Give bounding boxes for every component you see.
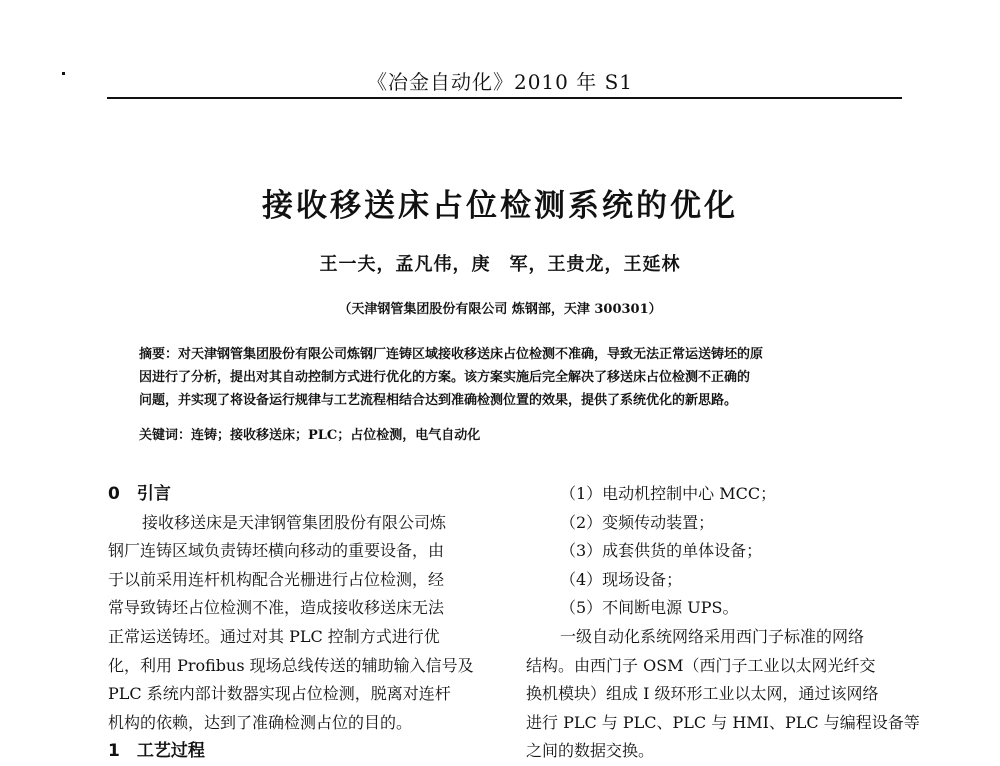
body-line: 接收移送床是天津钢管集团股份有限公司炼 bbox=[142, 512, 447, 532]
abstract-line: 摘要：对天津钢管集团股份有限公司炼钢厂连铸区域接收移送床占位检测不准确，导致无法正常运送铸坯的原 bbox=[139, 347, 764, 362]
journal-header: 《冶金自动化》2010 年 S1 bbox=[366, 70, 634, 94]
article-title: 接收移送床占位检测系统的优化 bbox=[262, 188, 738, 224]
list-item: （4）现场设备； bbox=[560, 569, 683, 589]
abstract bbox=[139, 343, 869, 412]
author-list: 王一夫，孟凡伟，庚 军，王贵龙，王延林 bbox=[319, 254, 681, 275]
body-line: 钢厂连铸区域负责铸坯横向移动的重要设备，由 bbox=[108, 541, 445, 561]
list-item: （2）变频传动装置； bbox=[560, 512, 715, 532]
body-line: PLC 系统内部计数器实现占位检测，脱离对连杆 bbox=[108, 684, 451, 704]
keywords: 关键词：连铸；接收移送床；PLC；占位检测，电气自动化 bbox=[139, 428, 481, 443]
affiliation: （天津钢管集团股份有限公司 炼钢部，天津 300301） bbox=[338, 302, 662, 317]
section-heading-intro: 0 引言 bbox=[108, 484, 171, 504]
list-item: （1）电动机控制中心 MCC； bbox=[560, 484, 777, 503]
body-line: 于以前采用连杆机构配合光栅进行占位检测，经 bbox=[108, 569, 445, 589]
abstract-line: 问题，并实现了将设备运行规律与工艺流程相结合达到准确检测位置的效果，提供了系统优化的新思路。 bbox=[139, 393, 738, 408]
header-rule bbox=[107, 97, 902, 99]
body-line: 机构的依赖，达到了准确检测占位的目的。 bbox=[108, 712, 413, 732]
body-line: 化，利用 Profibus 现场总线传送的辅助输入信号及 bbox=[108, 655, 474, 675]
left-column bbox=[108, 480, 496, 766]
body-line: 一级自动化系统网络采用西门子标准的网络 bbox=[560, 626, 865, 646]
abstract-line: 因进行了分析，提出对其自动控制方式进行优化的方案。该方案实施后完全解决了移送床占位检测不正确的 bbox=[139, 370, 751, 385]
body-line: 正常运送铸坯。通过对其 PLC 控制方式进行优 bbox=[108, 626, 440, 646]
section-heading-process: 1 工艺过程 bbox=[108, 741, 205, 762]
body-line: 之间的数据交换。 bbox=[526, 741, 655, 761]
list-item: （3）成套供货的单体设备； bbox=[560, 541, 763, 561]
list-item: （5）不间断电源 UPS。 bbox=[560, 598, 739, 618]
body-line: 结构。由西门子 OSM（西门子工业以太网光纤交 bbox=[526, 655, 876, 675]
body-line: 常导致铸坯占位检测不准，造成接收移送床无法 bbox=[108, 598, 445, 618]
body-line: 换机模块）组成 I 级环形工业以太网，通过该网络 bbox=[526, 684, 879, 704]
body-line: 进行 PLC 与 PLC、PLC 与 HMI、PLC 与编程设备等 bbox=[526, 712, 920, 732]
right-column bbox=[526, 480, 920, 766]
